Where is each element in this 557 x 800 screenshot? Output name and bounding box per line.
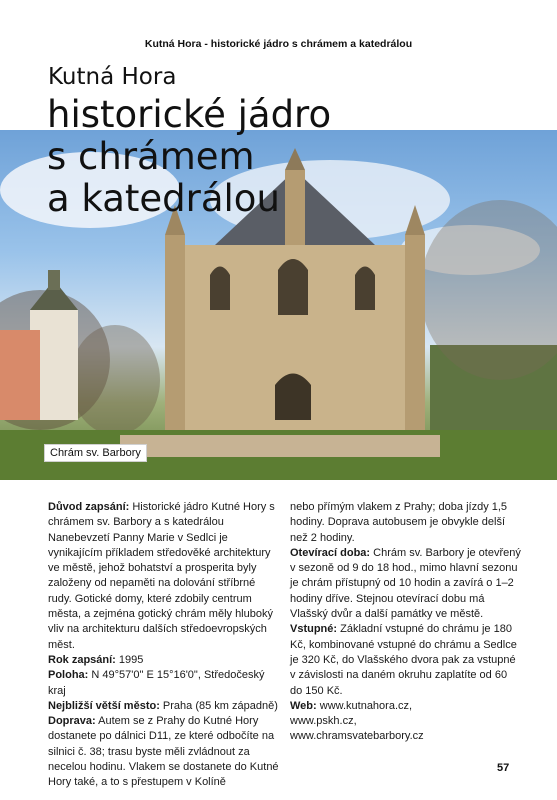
position-value: N 49°57'0" E 15°16'0", Středočeský kraj — [48, 669, 265, 697]
title-line-3: a katedrálou — [47, 177, 280, 220]
entry-text: Základní vstupné do chrámu je 180 Kč, kombinované vstupné do chrámu a Sedlce je 320 Kč, do Vlašského dvora pak za vstupné v závislosti na daném okruhu zaplatíte od 60 do 150 Kč. — [290, 623, 517, 697]
position-paragraph — [48, 668, 280, 699]
year-label: Rok zapsání: — [48, 653, 116, 666]
transport-continued: nebo přímým vlakem z Prahy; doba jízdy 1,5 hodiny. Doprava autobusem je obvykle delší než 2 hodiny. — [290, 501, 508, 544]
title-place: Kutná Hora — [48, 64, 177, 90]
right-column — [290, 500, 522, 745]
left-column — [48, 500, 280, 791]
city-label: Nejbližší větší město: — [48, 699, 160, 712]
title-line-2: s chrámem — [47, 135, 255, 178]
photo-caption: Chrám sv. Barbory — [44, 444, 147, 462]
hours-paragraph — [290, 546, 522, 622]
transport-label: Doprava: — [48, 715, 96, 728]
web-link-3[interactable]: www.chramsvatebarbory.cz — [290, 730, 424, 743]
year-paragraph — [48, 653, 280, 668]
hours-text: Chrám sv. Barbory je otevřený v sezoně od 9 do 18 hod., mimo hlavní sezonu je chrám přístupný od 10 hodin a zavírá o 1–2 hodiny dříve. Stejnou otevírací dobu má Vlašský dvůr a další památky ve městě. — [290, 546, 521, 621]
transport-paragraph — [48, 714, 280, 790]
hours-label: Otevírací doba: — [290, 546, 371, 559]
position-label: Poloha: — [48, 669, 89, 682]
reason-paragraph — [48, 500, 280, 653]
year-value: 1995 — [115, 653, 144, 666]
city-value: Praha (85 km západně) — [159, 699, 278, 712]
title-line-1: historické jádro — [47, 93, 332, 136]
transport-text: Autem se z Prahy do Kutné Hory dostanete po dálnici D11, ze které odbočíte na silnici č. 38; trasu byste měli zvládnout za necelou hodinu. Vlakem se dostanete do Kutné Hory také, a to s přestupem v Kolíně — [48, 715, 279, 789]
web-link-2[interactable]: www.pskh.cz, — [290, 715, 357, 728]
entry-paragraph — [290, 622, 522, 698]
running-header: Kutná Hora - historické jádro s chrámem a katedrálou — [144, 38, 413, 50]
reason-label: Důvod zapsání: — [48, 501, 130, 513]
page-number: 57 — [497, 762, 510, 774]
city-paragraph — [48, 699, 280, 714]
reason-text: Historické jádro Kutné Hory s chrámem sv. Barbory a s katedrálou Nanebevzetí Panny Marie v Sedlci je vynikajícím příkladem středověké architektury ve městě, jehož bohatství a prosperita byly založeny od nepaměti na dolování stříbrné rudy. Gotické domy, které zdobily centrum města, a zejména gotický chrám měly hluboký vliv na architekturu dalších středoevropských měst. — [48, 501, 275, 651]
web-label: Web: — [290, 699, 317, 712]
web-paragraph — [290, 699, 522, 714]
entry-label: Vstupné: — [290, 623, 338, 636]
web-link-1[interactable]: www.kutnahora.cz, — [316, 699, 413, 712]
page-title — [47, 94, 527, 220]
